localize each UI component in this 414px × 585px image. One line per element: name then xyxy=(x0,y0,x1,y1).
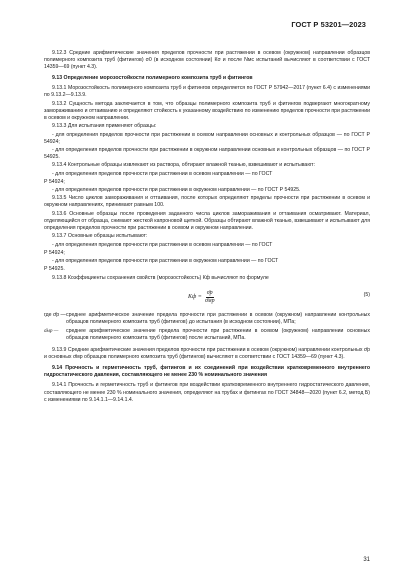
equation-number: (5) xyxy=(363,291,370,298)
list-item-continuation: Р 54924; xyxy=(44,249,65,256)
formula-expression xyxy=(188,290,215,305)
paragraph-9-13-4: 9.13.4 Контрольные образцы извлекают из раствора, обтирают влажной тканью, взвешивают и испытывают: xyxy=(52,162,315,169)
paragraph-9-13-9: 9.13.9 Средние арифметические значения пределов прочности при растяжении в осевом (окружном) направлении контрольных σ̄р и основных σ̄мр образцов полимерного композита труб (фитингов) вычисляют в соответствии с ГОСТ 14359—69 (пункт 4.3). xyxy=(44,347,370,361)
paragraph-9-13-8: 9.13.8 Коэффициенты сохранения свойств (морозостойкость) Кф вычисляют по формуле xyxy=(52,274,269,281)
section-heading-9-14: 9.14 Прочность и герметичность труб, фитингов и их соединений при воздействии кратковременного внутреннего гидростатического давления, составляющего не менее 230 % номинального значения xyxy=(44,365,370,379)
paragraph-9-13-6: 9.13.6 Основные образцы после проведения заданного числа циклов замораживания и оттаивания осматривают. Материал, отделяющийся от образца, снимают жесткой капроновой щеткой. Образцы обтирают влажной тканью, взвешивают и испытывают для определения пределов прочности при растяжении в осевом и окружном направлении. xyxy=(44,210,370,231)
list-item: - для определения пределов прочности при растяжении в осевом направлении — по ГОСТ xyxy=(52,241,273,248)
formula-numerator: σ̄р xyxy=(206,289,213,296)
formula-lhs: Kф = xyxy=(188,293,202,300)
paragraph-9-13-7: 9.13.7 Основные образцы испытывают: xyxy=(52,233,148,240)
formula-5 xyxy=(44,286,370,308)
symbol-definitions xyxy=(44,312,370,342)
paragraph-9-13-3: 9.13.3 Для испытания применяют образцы: xyxy=(52,123,157,130)
definition-row xyxy=(44,312,370,326)
paragraph-9-13-2: 9.13.2 Сущность метода заключается в том, что образцы полимерного композита труб и фитингов подвергают многократному замораживанию и оттаиванию и определяют стойкость к указанному воздействию по изменению пределов прочности при растяжении в осевом и окружном направлении. xyxy=(44,100,370,121)
list-item: - для определения пределов прочности при растяжении в осевом направлении основных и контрольных образцов — по ГОСТ Р 54924; xyxy=(44,131,370,145)
paragraph-9-13-5: 9.13.5 Число циклов замораживания и оттаивания, после которых определяют пределы прочности при растяжении в осевом и окружном направлениях, принимают равным 100. xyxy=(44,195,370,209)
section-heading-9-13: 9.13 Определение морозостойкости полимерного композита труб и фитингов xyxy=(52,75,253,82)
paragraph-9-12-3: 9.12.3 Средние арифметические значения пределов прочности при растяжении в осевом (окружном) направлении образцов полимерного композита труб (фитингов) σ0 (в исходном состоянии) Кσ и после Nмс испытаний вычисляют в соответствии с ГОСТ 14359—69 (пункт 4.3). xyxy=(44,50,370,71)
list-item: - для определения пределов прочности при растяжении в окружном направлении — по ГОСТ Р 54925. xyxy=(52,187,301,194)
list-item-continuation: Р 54925. xyxy=(44,266,65,273)
standard-number: ГОСТ Р 53201—2023 xyxy=(291,20,366,29)
paragraph-9-14-1: 9.14.1 Прочность и герметичность труб и фитингов при воздействии кратковременного внутреннего гидростатического давления, составляющего не менее 230 % номинального значения, определяют на трубах и фитингах по ГОСТ 34848—2020 (пункт 6.2, метод Б) с изменениями по 9.14.1.1—9.14.1.4. xyxy=(44,382,370,403)
document-body xyxy=(44,50,370,405)
definition-text: среднее арифметическое значение предела прочности при растяжении в осевом (окружном) направлении основных образцов полимерного композита труб (фитингов) после испытаний, МПа. xyxy=(66,327,370,341)
definition-row xyxy=(44,328,370,342)
list-item-continuation: Р 54924; xyxy=(44,178,65,185)
list-item: - для определения пределов прочности при растяжении в окружном направлении — по ГОСТ xyxy=(52,258,279,265)
definition-symbol: σ̄мр — xyxy=(44,327,59,334)
formula-denominator: σ̄мр xyxy=(204,297,215,304)
paragraph-9-13-1: 9.13.1 Морозостойкость полимерного композита труб и фитингов определяется по ГОСТ Р 57942—2017 (пункт 6.4) с изменениями по 9.13.2—9.13.9. xyxy=(44,85,370,99)
list-item: - для определения пределов прочности при растяжении в окружном направлении основных и контрольных образцов — по ГОСТ Р 54925. xyxy=(44,146,370,160)
formula-fraction xyxy=(205,290,215,305)
definition-text: среднее арифметическое значение предела прочности при растяжении в осевом (окружном) направлении контрольных образцов полимерного композита труб (фитингов) до испытания (в исходном состоянии), МПа; xyxy=(66,311,370,325)
list-item: - для определения пределов прочности при растяжении в осевом направлении — по ГОСТ xyxy=(52,170,273,177)
page-number: 31 xyxy=(363,557,370,563)
definition-symbol: где σ̄р — xyxy=(44,311,66,318)
